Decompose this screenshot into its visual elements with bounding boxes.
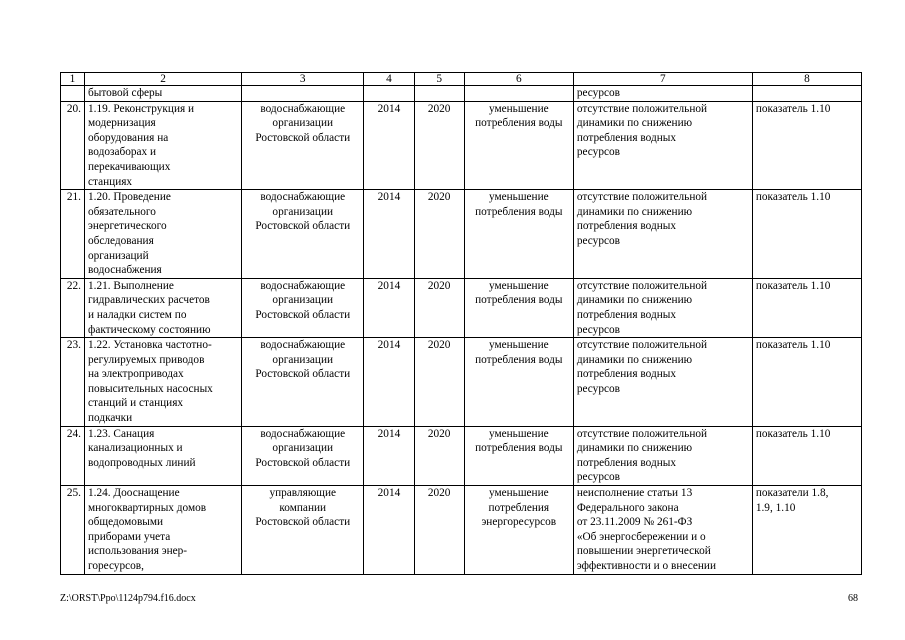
start-year: 2014: [364, 426, 414, 485]
empty-cell: [242, 86, 364, 102]
end-year: 2020: [414, 486, 464, 575]
result-cell: уменьшение потребления энергоресурсов: [464, 486, 573, 575]
measure-cell: бытовой сферы: [85, 86, 242, 102]
file-path: Z:\ORST\Ppo\1124p794.f16.docx: [60, 593, 196, 604]
start-year: 2014: [364, 190, 414, 279]
measure-cell: 1.20. Проведение обязательного энергетического обследования организаций водоснабжения: [85, 190, 242, 279]
start-year: 2014: [364, 278, 414, 337]
executor-cell: водоснабжающие организации Ростовской области: [242, 278, 364, 337]
consequence-cell: неисполнение статьи 13 Федерального закона от 23.11.2009 № 261-ФЗ «Об энергосбережении и о повышении энергетической эффективности и о внесении: [573, 486, 752, 575]
empty-cell: [464, 86, 573, 102]
measure-cell: 1.19. Реконструкция и модернизация оборудования на водозаборах и перекачивающих станциях: [85, 101, 242, 190]
end-year: 2020: [414, 338, 464, 427]
indicator-cell: показатель 1.10: [752, 101, 861, 190]
measure-cell: 1.24. Дооснащение многоквартирных домов общедомовыми приборами учета использования энер- горесурсов,: [85, 486, 242, 575]
empty-cell: [752, 86, 861, 102]
continuation-row: [61, 86, 862, 102]
start-year: 2014: [364, 101, 414, 190]
measure-cell: 1.22. Установка частотно- регулируемых приводов на электроприводах повысительных насосных станций и станциях подкачки: [85, 338, 242, 427]
table-row: [61, 426, 862, 485]
executor-cell: управляющие компании Ростовской области: [242, 486, 364, 575]
executor-cell: водоснабжающие организации Ростовской области: [242, 101, 364, 190]
result-cell: уменьшение потребления воды: [464, 278, 573, 337]
executor-cell: водоснабжающие организации Ростовской области: [242, 338, 364, 427]
table-row: [61, 338, 862, 427]
end-year: 2020: [414, 101, 464, 190]
result-cell: уменьшение потребления воды: [464, 101, 573, 190]
column-number: 2: [85, 73, 242, 86]
empty-cell: [364, 86, 414, 102]
page-number: 68: [848, 593, 858, 604]
table-row: [61, 190, 862, 279]
row-number: 21.: [61, 190, 85, 279]
indicator-cell: показатель 1.10: [752, 338, 861, 427]
end-year: 2020: [414, 278, 464, 337]
consequence-cell: отсутствие положительной динамики по снижению потребления водных ресурсов: [573, 278, 752, 337]
column-number: 8: [752, 73, 861, 86]
start-year: 2014: [364, 338, 414, 427]
row-number: 24.: [61, 426, 85, 485]
start-year: 2014: [364, 486, 414, 575]
measure-cell: 1.23. Санация канализационных и водопроводных линий: [85, 426, 242, 485]
empty-cell: [61, 86, 85, 102]
column-number-row: [61, 73, 862, 86]
measures-table: [60, 72, 862, 575]
table-row: [61, 278, 862, 337]
indicator-cell: показатель 1.10: [752, 426, 861, 485]
row-number: 25.: [61, 486, 85, 575]
column-number: 4: [364, 73, 414, 86]
consequence-cell: ресурсов: [573, 86, 752, 102]
consequence-cell: отсутствие положительной динамики по снижению потребления водных ресурсов: [573, 338, 752, 427]
result-cell: уменьшение потребления воды: [464, 338, 573, 427]
consequence-cell: отсутствие положительной динамики по снижению потребления водных ресурсов: [573, 101, 752, 190]
row-number: 20.: [61, 101, 85, 190]
indicator-cell: показатель 1.10: [752, 278, 861, 337]
measure-cell: 1.21. Выполнение гидравлических расчетов и наладки систем по фактическому состоянию: [85, 278, 242, 337]
executor-cell: водоснабжающие организации Ростовской области: [242, 426, 364, 485]
empty-cell: [414, 86, 464, 102]
column-number: 6: [464, 73, 573, 86]
consequence-cell: отсутствие положительной динамики по снижению потребления водных ресурсов: [573, 426, 752, 485]
row-number: 22.: [61, 278, 85, 337]
result-cell: уменьшение потребления воды: [464, 426, 573, 485]
column-number: 1: [61, 73, 85, 86]
end-year: 2020: [414, 190, 464, 279]
result-cell: уменьшение потребления воды: [464, 190, 573, 279]
column-number: 7: [573, 73, 752, 86]
column-number: 3: [242, 73, 364, 86]
row-number: 23.: [61, 338, 85, 427]
table-row: [61, 486, 862, 575]
column-number: 5: [414, 73, 464, 86]
end-year: 2020: [414, 426, 464, 485]
consequence-cell: отсутствие положительной динамики по снижению потребления водных ресурсов: [573, 190, 752, 279]
indicator-cell: показатели 1.8, 1.9, 1.10: [752, 486, 861, 575]
table-row: [61, 101, 862, 190]
executor-cell: водоснабжающие организации Ростовской области: [242, 190, 364, 279]
indicator-cell: показатель 1.10: [752, 190, 861, 279]
